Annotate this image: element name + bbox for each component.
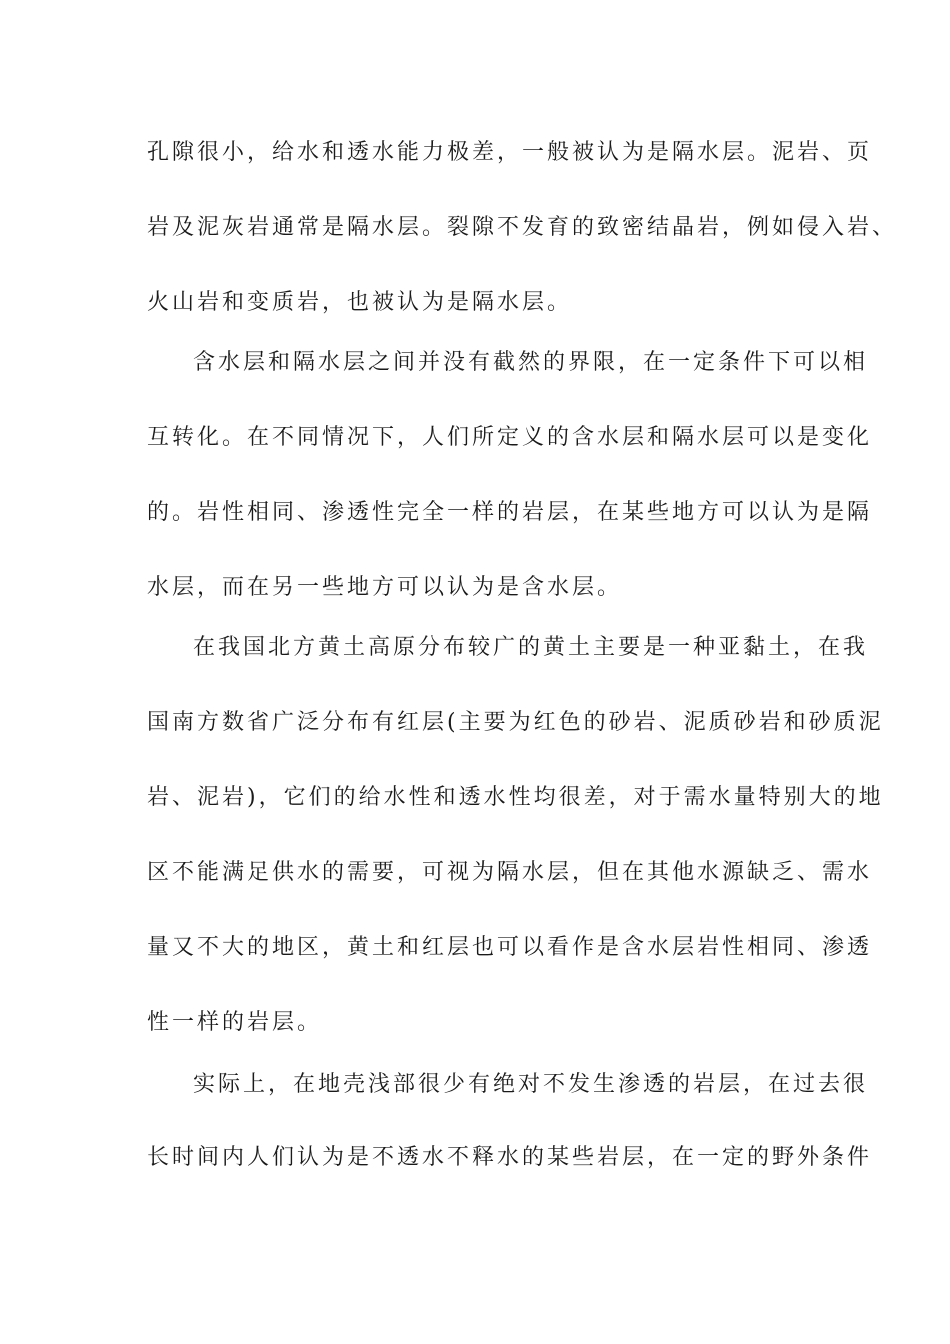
text-line: 性一样的岩层。 — [147, 1010, 323, 1035]
paragraph-start-line: 含水层和隔水层之间并没有截然的界限，在一定条件下可以相 — [193, 350, 869, 375]
text-line: 岩及泥灰岩通常是隔水层。裂隙不发育的致密结晶岩，例如侵入岩、 — [147, 215, 898, 240]
paragraph-start-line: 实际上，在地壳浅部很少有绝对不发生渗透的岩层，在过去很 — [193, 1072, 869, 1097]
text-line: 区不能满足供水的需要，可视为隔水层，但在其他水源缺乏、需水 — [147, 860, 873, 885]
text-line: 水层，而在另一些地方可以认为是含水层。 — [147, 575, 623, 600]
text-line: 孔隙很小，给水和透水能力极差，一般被认为是隔水层。泥岩、页 — [147, 140, 873, 165]
text-line: 岩、泥岩)，它们的给水性和透水性均很差，对于需水量特别大的地 — [147, 785, 884, 810]
text-line: 火山岩和变质岩，也被认为是隔水层。 — [147, 290, 573, 315]
paragraph-start-line: 在我国北方黄土高原分布较广的黄土主要是一种亚黏土，在我 — [193, 635, 869, 660]
text-line: 量又不大的地区，黄土和红层也可以看作是含水层岩性相同、渗透 — [147, 935, 873, 960]
text-line: 国南方数省广泛分布有红层(主要为红色的砂岩、泥质砂岩和砂质泥 — [147, 710, 884, 735]
text-line: 的。岩性相同、渗透性完全一样的岩层，在某些地方可以认为是隔 — [147, 500, 873, 525]
text-line: 长时间内人们认为是不透水不释水的某些岩层，在一定的野外条件 — [147, 1145, 873, 1170]
text-line: 互转化。在不同情况下，人们所定义的含水层和隔水层可以是变化 — [147, 425, 873, 450]
